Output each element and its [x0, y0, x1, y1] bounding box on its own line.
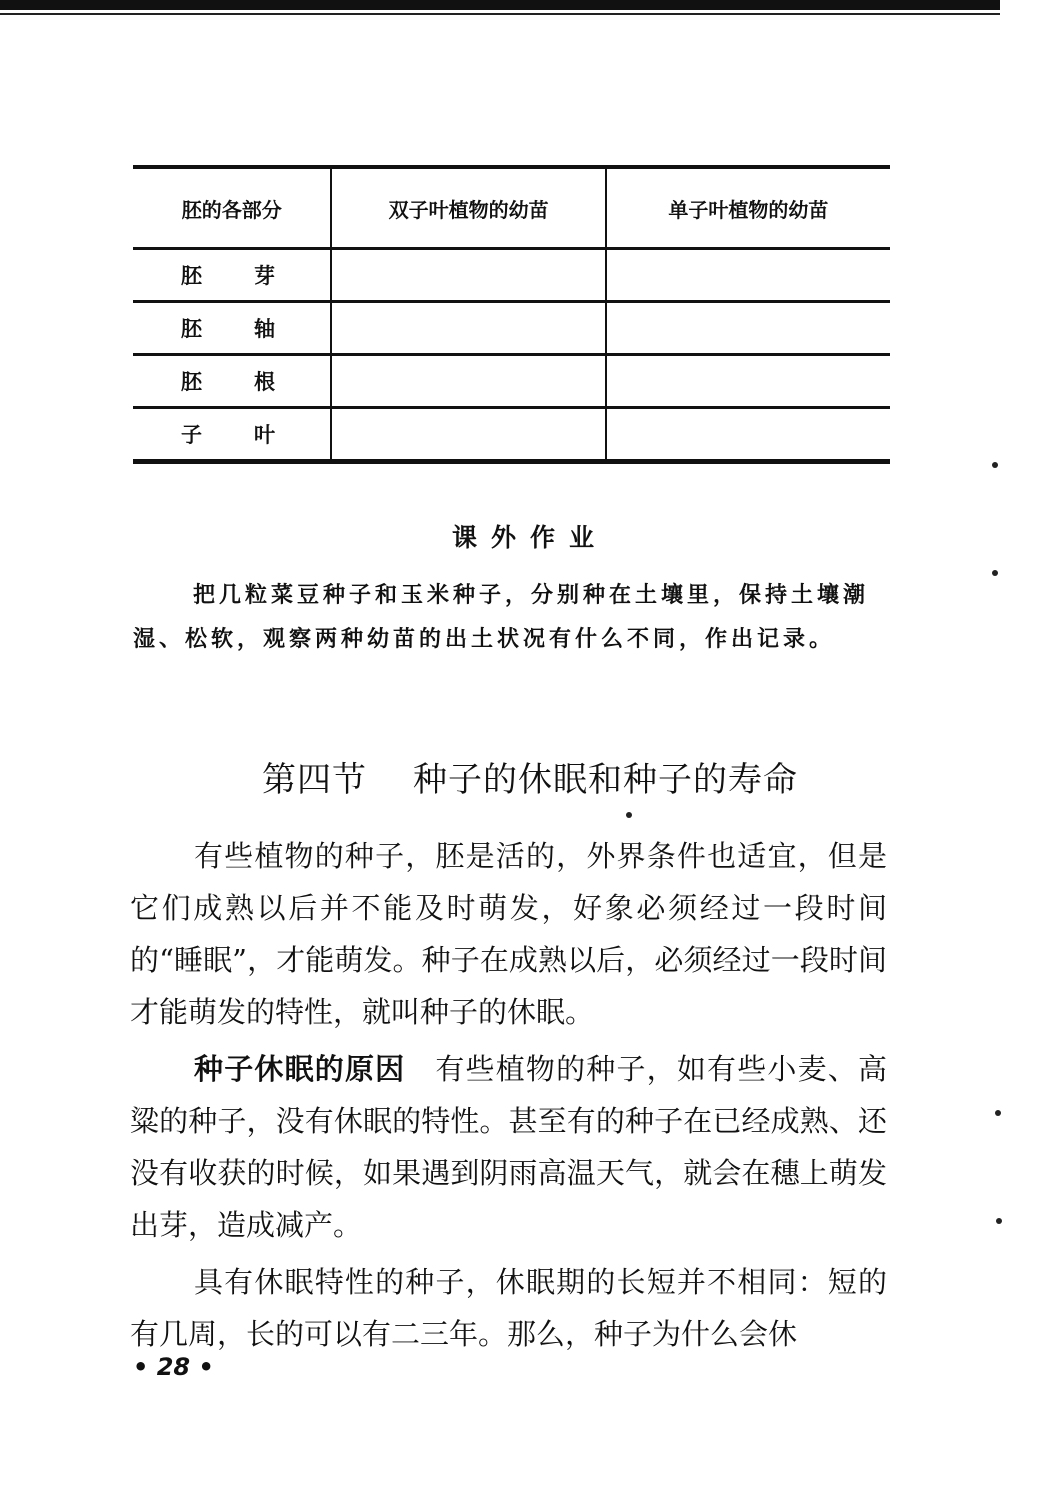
table-header-row	[133, 167, 890, 249]
header-rule	[0, 0, 1000, 10]
paragraph: 有些植物的种子，胚是活的，外界条件也适宜，但是它们成熟以后并不能及时萌发，好象必须经过一段时间的“睡眠”，才能萌发。种子在成熟以后，必须经过一段时间才能萌发的特性，就叫种子的休眠。	[130, 839, 887, 1029]
table-row	[133, 249, 890, 302]
part-label: 胚轴	[181, 316, 327, 341]
section-title: 种子的休眠和种子的寿命	[413, 760, 798, 800]
section-number: 第四节	[262, 760, 367, 800]
section-heading	[0, 752, 1060, 801]
body-text	[130, 830, 887, 1365]
paragraph: 具有休眠特性的种子，休眠期的长短并不相同：短的有几周，长的可以有二三年。那么，种子为什么会休	[130, 1265, 887, 1351]
table-row	[133, 408, 890, 462]
speck	[996, 1218, 1002, 1224]
homework-text	[133, 574, 890, 662]
header-embryo-parts: 胚的各部分	[181, 197, 282, 222]
dicot-cell	[331, 408, 605, 462]
homework-paragraph: 把几粒菜豆种子和玉米种子，分别种在土壤里，保持土壤潮湿、松软，观察两种幼苗的出土状况有什么不同，作出记录。	[133, 583, 870, 652]
header-monocot-seedling: 单子叶植物的幼苗	[606, 167, 890, 249]
part-label: 胚根	[181, 369, 327, 394]
dicot-cell	[331, 302, 605, 355]
speck	[626, 812, 632, 818]
monocot-cell	[606, 408, 890, 462]
paragraph-heading: 种子休眠的原因	[194, 1052, 406, 1086]
page-number: • 28 •	[133, 1353, 214, 1381]
homework-title: 课外作业	[451, 523, 608, 552]
monocot-cell	[606, 355, 890, 408]
header-rule-thin	[0, 13, 1000, 15]
part-label: 胚芽	[181, 263, 327, 288]
monocot-cell	[606, 249, 890, 302]
embryo-parts-table	[133, 165, 890, 464]
monocot-cell	[606, 302, 890, 355]
speck	[995, 1110, 1001, 1116]
table-row	[133, 355, 890, 408]
table-row	[133, 302, 890, 355]
part-label: 子叶	[181, 422, 327, 447]
speck	[992, 570, 998, 576]
speck	[992, 462, 998, 468]
paragraph-text: 有些植物的种子，如有些小麦、高粱的种子，没有休眠的特性。甚至有的种子在已经成熟、还没有收获的时候，如果遇到阴雨高温天气，就会在穗上萌发出芽，造成减产。	[130, 1052, 887, 1242]
paragraph	[130, 1043, 887, 1251]
dicot-cell	[331, 355, 605, 408]
dicot-cell	[331, 249, 605, 302]
header-dicot-seedling: 双子叶植物的幼苗	[331, 167, 605, 249]
